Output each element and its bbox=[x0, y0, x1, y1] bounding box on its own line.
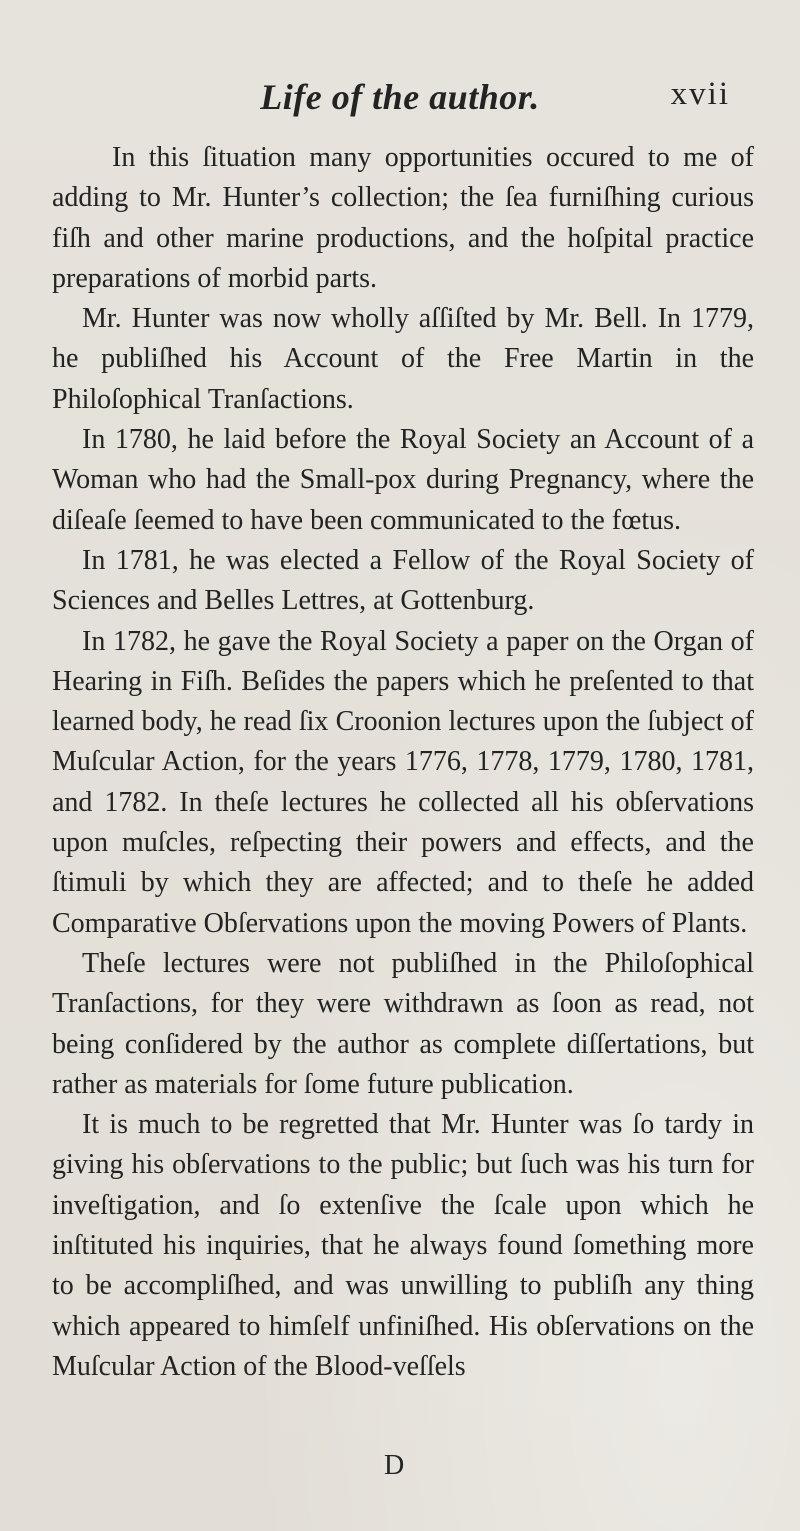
signature-mark: D bbox=[384, 1450, 405, 1481]
body-text bbox=[52, 138, 754, 1387]
paragraph: Mr. Hunter was now wholly aſſiſted by Mr. Bell. In 1779, he publiſhed his Account of the Free Martin in the Philoſophical Tranſactions. bbox=[52, 303, 754, 415]
page-header bbox=[115, 76, 730, 126]
running-title: Life of the author. bbox=[260, 77, 540, 117]
paragraph: It is much to be regretted that Mr. Hunter was ſo tardy in giving his obſervations to the public; but ſuch was his turn for inveſtigation, and ſo extenſive the ſcale upon which he inſtituted his inquiries, that he always found ſomething more to be accompliſhed, and was unwilling to publiſh any thing which appeared to himſelf unfiniſhed. His obſervations on the Muſcular Action of the Blood-veſſels bbox=[52, 1109, 754, 1382]
paragraph: Theſe lectures were not publiſhed in the Philoſophical Tranſactions, for they were withdrawn as ſoon as read, not being conſidered by the author as complete diſſertations, but rather as materials for ſome future publication. bbox=[52, 947, 754, 1100]
paragraph: In this ſituation many opportunities occured to me of adding to Mr. Hunter’s collection; the ſea furniſhing curious fiſh and other marine productions, and the hoſpital practice preparations of morbid parts. bbox=[52, 142, 754, 294]
paragraph: In 1781, he was elected a Fellow of the Royal Society of Sciences and Belles Lettres, at Gottenburg. bbox=[52, 544, 754, 617]
paragraph: In 1782, he gave the Royal Society a paper on the Organ of Hearing in Fiſh. Beſides the papers which he preſented to that learned body, he read ſix Croonion lectures upon the ſubject of Muſcular Action, for the years 1776, 1778, 1779, 1780, 1781, and 1782. In theſe lectures he collected all his obſervations upon muſcles, reſpecting their powers and effects, and the ſtimuli by which they are affected; and to theſe he added Comparative Obſervations upon the moving Powers of Plants. bbox=[52, 625, 754, 939]
page-number: xvii bbox=[670, 76, 730, 112]
paragraph: In 1780, he laid before the Royal Society an Account of a Woman who had the Small-pox during Pregnancy, where the diſeaſe ſeemed to have been communicated to the fœtus. bbox=[52, 424, 754, 536]
